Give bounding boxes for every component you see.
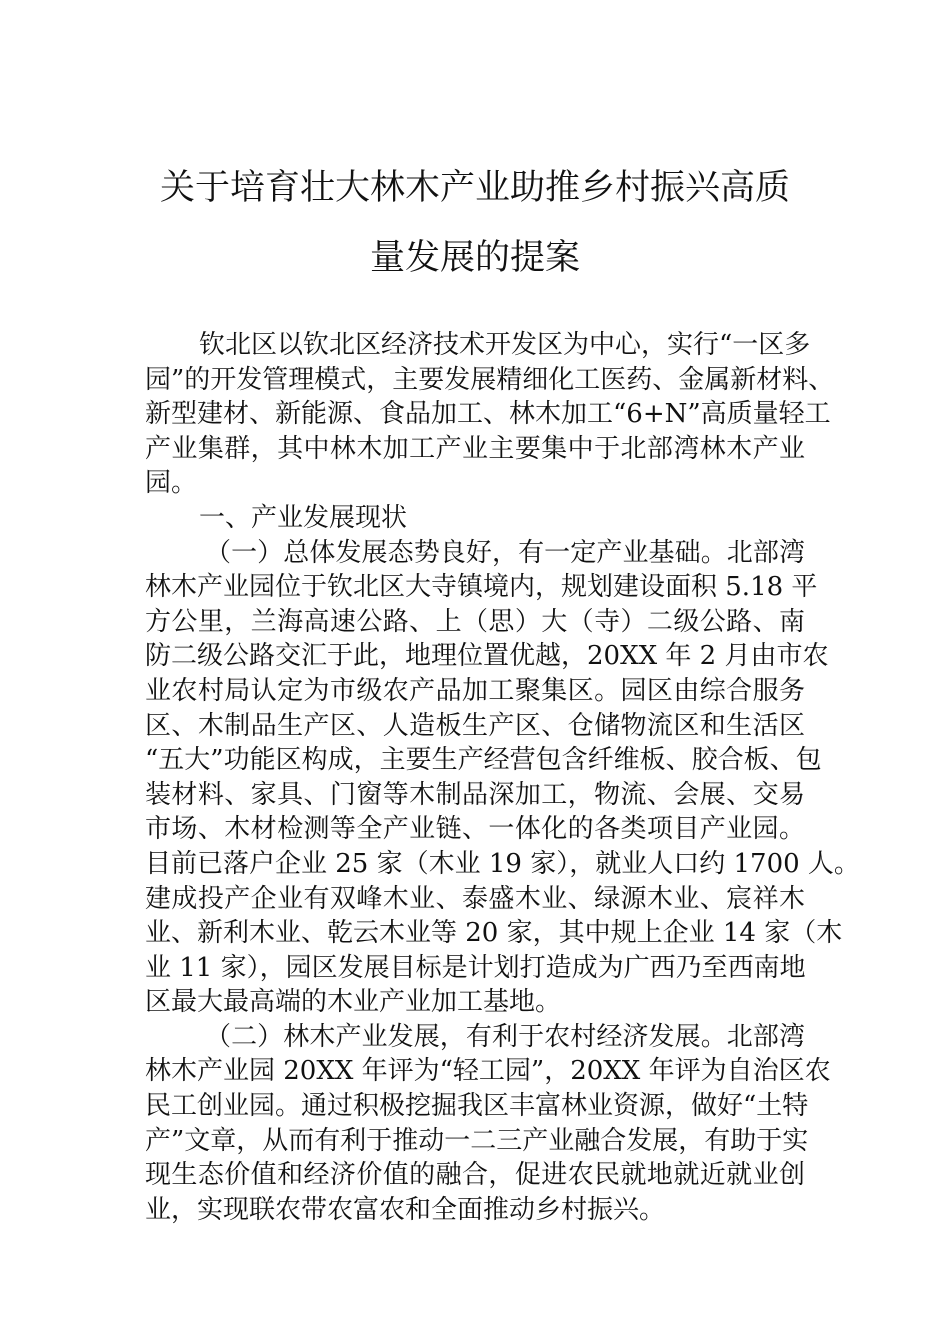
text-line: 民工创业园。通过积极挖掘我区丰富林业资源，做好“土特 — [145, 1091, 809, 1122]
text-line: 目前已落户企业 25 家（木业 19 家），就业人口约 1700 人。 — [145, 848, 860, 879]
text-line: 产”文章，从而有利于推动一二三产业融合发展，有助于实 — [145, 1125, 809, 1156]
text-line: 现生态价值和经济价值的融合，促进农民就地就近就业创 — [145, 1160, 805, 1191]
text-line: 林木产业园位于钦北区大寺镇境内，规划建设面积 5.18 平 — [145, 572, 818, 603]
text-line: （二）林木产业发展，有利于农村经济发展。北部湾 — [205, 1021, 805, 1052]
paragraph-overall-status — [145, 536, 860, 1020]
text-line: 业农村局认定为市级农产品加工聚集区。园区由综合服务 — [145, 675, 805, 706]
text-line: 市场、木材检测等全产业链、一体化的各类项目产业园。 — [145, 814, 805, 845]
text-line: 业，实现联农带农富农和全面推动乡村振兴。 — [145, 1194, 666, 1225]
text-line: 园。 — [145, 468, 198, 499]
text-line: 区、木制品生产区、人造板生产区、仓储物流区和生活区 — [145, 710, 805, 741]
intro-paragraph — [145, 328, 835, 501]
paragraph-rural-economy — [145, 1020, 831, 1228]
text-line: 装材料、家具、门窗等木制品深加工，物流、会展、交易 — [145, 779, 805, 810]
text-line: （一）总体发展态势良好，有一定产业基础。北部湾 — [205, 537, 805, 568]
document-title-line-2: 量发展的提案 — [369, 238, 580, 278]
section-heading — [145, 501, 805, 536]
text-line: 防二级公路交汇于此，地理位置优越，20XX 年 2 月由市农 — [145, 641, 829, 672]
document-title-line-1: 关于培育壮大林木产业助推乡村振兴高质 — [159, 168, 790, 208]
text-line: 方公里，兰海高速公路、上（思）大（寺）二级公路、南 — [145, 606, 805, 637]
text-line: 建成投产企业有双峰木业、泰盛木业、绿源木业、宸祥木 — [145, 883, 805, 914]
text-line: 新型建材、新能源、食品加工、林木加工“6+N”高质量轻工 — [145, 399, 831, 430]
text-line: 产业集群，其中林木加工产业主要集中于北部湾林木产业 — [145, 433, 805, 464]
text-line: 钦北区以钦北区经济技术开发区为中心，实行“一区多 — [199, 330, 811, 360]
text-line: 业 11 家），园区发展目标是计划打造成为广西乃至西南地 — [145, 952, 806, 983]
text-line: 园”的开发管理模式，主要发展精细化工医药、金属新材料、 — [145, 364, 835, 395]
text-line: 林木产业园 20XX 年评为“轻工园”，20XX 年评为自治区农 — [145, 1056, 831, 1087]
document-body — [145, 328, 860, 1227]
text-line: 业、新利木业、乾云木业等 20 家，其中规上企业 14 家（木 — [145, 918, 843, 949]
text-line: 区最大最高端的木业产业加工基地。 — [145, 987, 562, 1018]
text-line: 一、产业发展现状 — [199, 502, 408, 533]
text-line: “五大”功能区构成，主要生产经营包含纤维板、胶合板、包 — [145, 745, 822, 776]
